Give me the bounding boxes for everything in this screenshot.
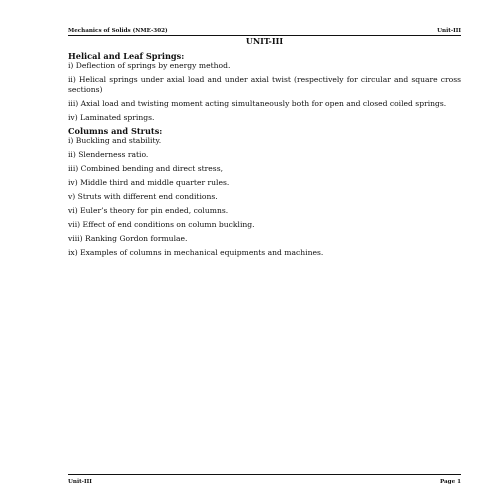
- section-springs: [68, 52, 461, 123]
- footer-unit-label: Unit-III: [68, 479, 92, 485]
- list-item: iii) Axial load and twisting moment acting simultaneously both for open and closed coiled springs.: [68, 99, 447, 108]
- page-header: [68, 20, 461, 36]
- unit-title: UNIT-III: [245, 36, 284, 46]
- list-item: i) Buckling and stability.: [68, 136, 162, 145]
- list-item: ix) Examples of columns in mechanical equipments and machines.: [68, 248, 324, 257]
- section-columns: [68, 127, 461, 258]
- list-item: i) Deflection of springs by energy method.: [68, 61, 231, 70]
- page-content: [68, 36, 461, 262]
- page-footer: [68, 474, 461, 485]
- list-item: vi) Euler’s theory for pin ended, columns.: [68, 206, 229, 215]
- header-course-title: Mechanics of Solids (NME-302): [68, 28, 168, 34]
- section-heading: Columns and Struts:: [68, 126, 163, 136]
- list-item: ii) Helical springs under axial load and under axial twist (respectively for circular and square cross sections): [68, 75, 461, 94]
- footer-page-number: Page 1: [440, 479, 461, 485]
- list-item: viii) Ranking Gordon formulae.: [68, 234, 188, 243]
- list-item: v) Struts with different end conditions.: [68, 192, 218, 201]
- list-item: iii) Combined bending and direct stress,: [68, 164, 224, 173]
- header-unit-label: Unit-III: [437, 28, 461, 34]
- section-heading: Helical and Leaf Springs:: [68, 51, 185, 61]
- list-item: vii) Effect of end conditions on column buckling.: [68, 220, 255, 229]
- list-item: iv) Laminated springs.: [68, 113, 155, 122]
- list-item: ii) Slenderness ratio.: [68, 150, 149, 159]
- list-item: iv) Middle third and middle quarter rules.: [68, 178, 230, 187]
